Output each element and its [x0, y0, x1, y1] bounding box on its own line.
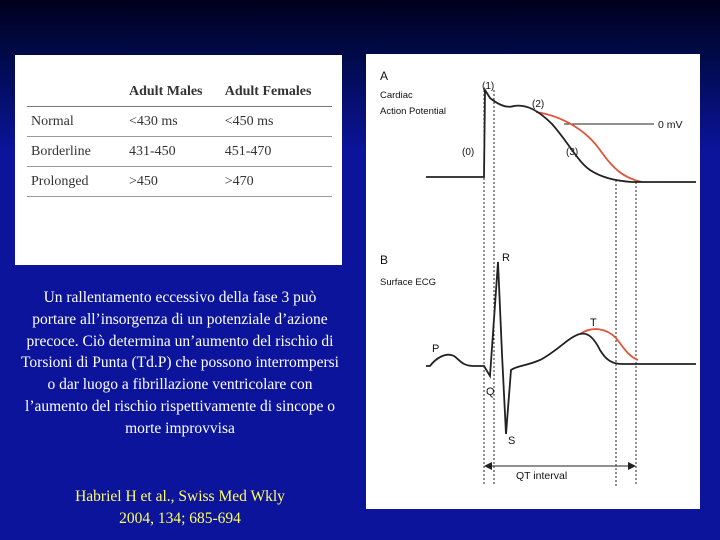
citation-line-journal: 2004, 134; 685-694 — [119, 509, 241, 527]
table-cell: 431-450 — [125, 137, 221, 167]
wave-q-label: Q — [486, 386, 495, 398]
ap-trace-normal — [426, 90, 696, 182]
phase-1-label: (1) — [482, 81, 495, 92]
table-header-cell — [27, 77, 125, 107]
ap-trace-prolonged — [536, 112, 642, 182]
table-cell: Normal — [27, 107, 125, 137]
table-cell: >470 — [221, 167, 332, 197]
table-row — [27, 137, 332, 167]
zero-mv-label: 0 mV — [658, 119, 683, 131]
citation — [20, 486, 340, 529]
table-header-row — [27, 77, 332, 107]
table-cell: >450 — [125, 167, 221, 197]
panel-a-title-line2: Action Potential — [380, 106, 447, 117]
qt-interval-label: QT interval — [516, 470, 568, 482]
qt-arrow-right-head-icon — [628, 462, 636, 470]
table-cell: <430 ms — [125, 107, 221, 137]
wave-t-label: T — [590, 317, 597, 329]
ap-ecg-diagram — [366, 54, 700, 509]
wave-s-label: S — [508, 435, 516, 447]
table-header-cell: Adult Males — [125, 77, 221, 107]
table-cell: <450 ms — [221, 107, 332, 137]
qt-reference-table-panel — [15, 55, 342, 265]
ecg-trace-prolonged — [580, 329, 638, 360]
panel-b-letter: B — [380, 253, 389, 267]
caption-text: Un rallentamento eccessivo della fase 3 può portare all’insorgenza di un potenziale d’azione precoce. Ciò determina un’aumento del rischio di Torsioni di Punta (Td.P) che possono interrompersi o dar luogo a fibrillazione ventricolare con l’aumento del rischio rispettivamente di sincope o morte improvvisa — [21, 289, 339, 437]
table-row — [27, 107, 332, 137]
citation-line-authors: Habriel H et al., Swiss Med Wkly — [75, 488, 285, 505]
ecg-trace-normal — [426, 262, 696, 434]
table-cell: Borderline — [27, 137, 125, 167]
ap-ecg-figure — [366, 54, 700, 509]
phase-2-label: (2) — [532, 99, 545, 110]
qt-reference-table — [27, 77, 332, 197]
table-cell: Prolonged — [27, 167, 125, 197]
table-row — [27, 167, 332, 197]
panel-a-title-line1: Cardiac — [380, 90, 413, 101]
phase-0-label: (0) — [462, 147, 475, 158]
table-header-cell: Adult Females — [221, 77, 332, 107]
panel-b-title: Surface ECG — [380, 277, 436, 288]
wave-r-label: R — [502, 252, 510, 264]
qt-arrow-left-head-icon — [484, 462, 492, 470]
phase-3-label: (3) — [566, 147, 579, 158]
wave-p-label: P — [432, 343, 440, 355]
panel-a-letter: A — [380, 69, 389, 83]
table-cell: 451-470 — [221, 137, 332, 167]
